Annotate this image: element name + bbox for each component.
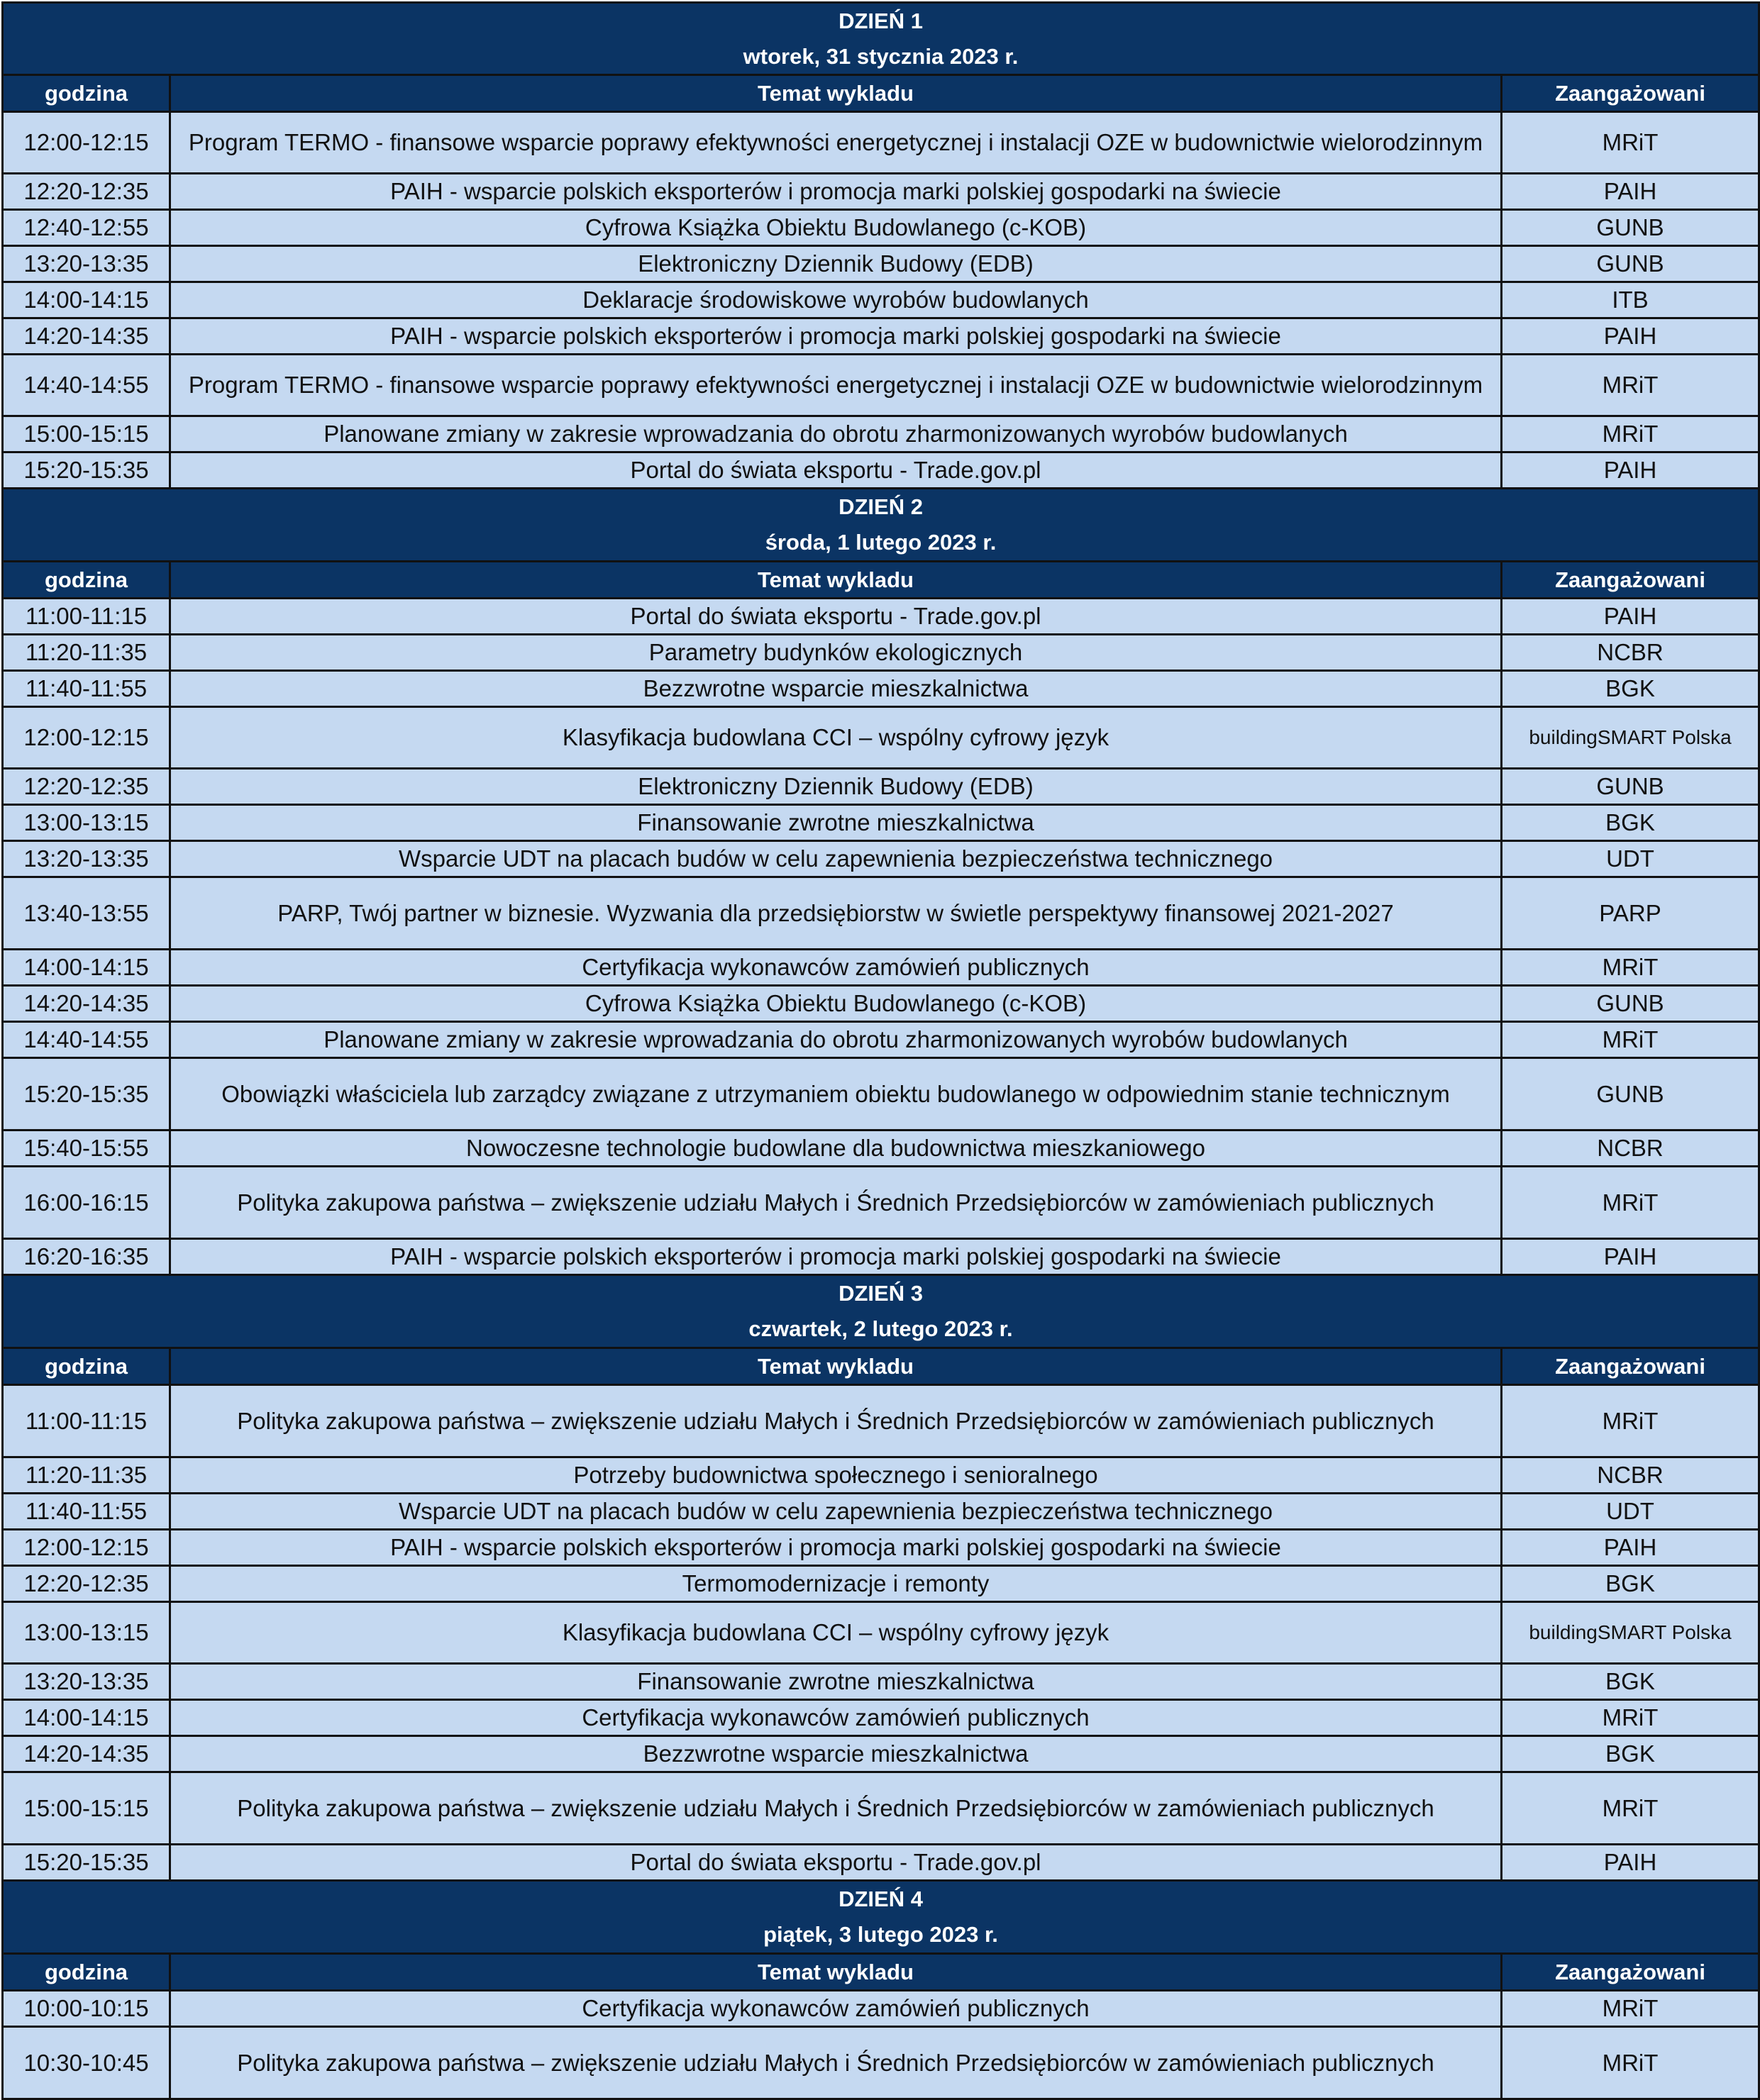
org-cell: BGK (1502, 1736, 1759, 1772)
topic-cell: PAIH - wsparcie polskich eksporterów i promocja marki polskiej gospodarki na świecie (170, 1239, 1502, 1275)
column-header-org: Zaangażowani (1502, 75, 1759, 112)
day-title-row (3, 489, 1759, 526)
topic-cell: Klasyfikacja budowlana CCI – wspólny cyfrowy język (170, 707, 1502, 769)
time-cell: 16:00-16:15 (3, 1167, 170, 1239)
org-cell: MRiT (1502, 355, 1759, 416)
time-cell: 15:00-15:15 (3, 416, 170, 452)
time-cell: 11:40-11:55 (3, 671, 170, 707)
column-header-org: Zaangażowani (1502, 1348, 1759, 1385)
time-cell: 11:00-11:15 (3, 1385, 170, 1457)
topic-cell: Nowoczesne technologie budowlane dla budownictwa mieszkaniowego (170, 1130, 1502, 1167)
topic-cell: Portal do świata eksportu - Trade.gov.pl (170, 599, 1502, 635)
topic-cell: Elektroniczny Dziennik Budowy (EDB) (170, 246, 1502, 282)
org-cell: PAIH (1502, 599, 1759, 635)
topic-cell: Program TERMO - finansowe wsparcie poprawy efektywności energetycznej i instalacji OZE w budownictwie wielorodzinnym (170, 112, 1502, 174)
topic-cell: Bezzwrotne wsparcie mieszkalnictwa (170, 671, 1502, 707)
table-row (3, 1058, 1759, 1130)
day-date: środa, 1 lutego 2023 r. (3, 526, 1759, 562)
org-cell: UDT (1502, 841, 1759, 877)
topic-cell: Certyfikacja wykonawców zamówień publicznych (170, 1700, 1502, 1736)
table-row (3, 950, 1759, 986)
time-cell: 11:20-11:35 (3, 1457, 170, 1494)
time-cell: 14:40-14:55 (3, 355, 170, 416)
table-row (3, 877, 1759, 950)
table-row (3, 1566, 1759, 1602)
column-header-row (3, 75, 1759, 112)
table-row (3, 1602, 1759, 1664)
table-row (3, 841, 1759, 877)
org-cell: PAIH (1502, 318, 1759, 355)
org-cell: GUNB (1502, 246, 1759, 282)
table-row (3, 1845, 1759, 1881)
time-cell: 14:00-14:15 (3, 282, 170, 318)
time-cell: 10:30-10:45 (3, 2027, 170, 2099)
org-cell: GUNB (1502, 1058, 1759, 1130)
org-cell: BGK (1502, 1664, 1759, 1700)
org-cell: PAIH (1502, 1239, 1759, 1275)
topic-cell: Elektroniczny Dziennik Budowy (EDB) (170, 769, 1502, 805)
day-date: czwartek, 2 lutego 2023 r. (3, 1312, 1759, 1348)
table-row (3, 1130, 1759, 1167)
time-cell: 12:20-12:35 (3, 174, 170, 210)
table-row (3, 1385, 1759, 1457)
table-row (3, 174, 1759, 210)
time-cell: 15:20-15:35 (3, 1058, 170, 1130)
day-title-row (3, 1881, 1759, 1918)
time-cell: 12:20-12:35 (3, 769, 170, 805)
org-cell: GUNB (1502, 210, 1759, 246)
org-cell: MRiT (1502, 416, 1759, 452)
table-row (3, 1457, 1759, 1494)
time-cell: 13:20-13:35 (3, 246, 170, 282)
day-title-row (3, 1275, 1759, 1312)
topic-cell: Polityka zakupowa państwa – zwiększenie udziału Małych i Średnich Przedsiębiorców w zamówieniach publicznych (170, 1167, 1502, 1239)
table-row (3, 805, 1759, 841)
table-row (3, 1664, 1759, 1700)
day-title-row (3, 3, 1759, 40)
org-cell: MRiT (1502, 1167, 1759, 1239)
column-header-row (3, 1954, 1759, 1991)
day-title: DZIEŃ 4 (3, 1881, 1759, 1918)
topic-cell: Polityka zakupowa państwa – zwiększenie udziału Małych i Średnich Przedsiębiorców w zamówieniach publicznych (170, 1772, 1502, 1845)
org-cell: PAIH (1502, 1530, 1759, 1566)
time-cell: 11:00-11:15 (3, 599, 170, 635)
time-cell: 14:20-14:35 (3, 1736, 170, 1772)
day-date-row (3, 1918, 1759, 1954)
time-cell: 16:20-16:35 (3, 1239, 170, 1275)
org-cell: NCBR (1502, 635, 1759, 671)
time-cell: 12:00-12:15 (3, 1530, 170, 1566)
column-header-row (3, 1348, 1759, 1385)
time-cell: 14:20-14:35 (3, 986, 170, 1022)
org-cell: buildingSMART Polska (1502, 1602, 1759, 1664)
time-cell: 12:40-12:55 (3, 210, 170, 246)
table-row (3, 769, 1759, 805)
table-row (3, 1700, 1759, 1736)
org-cell: NCBR (1502, 1130, 1759, 1167)
table-row (3, 2027, 1759, 2099)
column-header-time: godzina (3, 1348, 170, 1385)
time-cell: 13:00-13:15 (3, 1602, 170, 1664)
table-row (3, 112, 1759, 174)
table-row (3, 355, 1759, 416)
table-row (3, 210, 1759, 246)
table-row (3, 1494, 1759, 1530)
topic-cell: Termomodernizacje i remonty (170, 1566, 1502, 1602)
time-cell: 14:40-14:55 (3, 1022, 170, 1058)
org-cell: PAIH (1502, 1845, 1759, 1881)
table-row (3, 1772, 1759, 1845)
day-date: piątek, 3 lutego 2023 r. (3, 1918, 1759, 1954)
table-row (3, 1167, 1759, 1239)
column-header-time: godzina (3, 1954, 170, 1991)
day-title: DZIEŃ 1 (3, 3, 1759, 40)
table-row (3, 416, 1759, 452)
table-row (3, 246, 1759, 282)
topic-cell: Wsparcie UDT na placach budów w celu zapewnienia bezpieczeństwa technicznego (170, 1494, 1502, 1530)
column-header-topic: Temat wykladu (170, 75, 1502, 112)
day-title: DZIEŃ 2 (3, 489, 1759, 526)
topic-cell: Klasyfikacja budowlana CCI – wspólny cyfrowy język (170, 1602, 1502, 1664)
org-cell: MRiT (1502, 2027, 1759, 2099)
topic-cell: Planowane zmiany w zakresie wprowadzania do obrotu zharmonizowanych wyrobów budowlanych (170, 416, 1502, 452)
time-cell: 13:20-13:35 (3, 1664, 170, 1700)
org-cell: buildingSMART Polska (1502, 707, 1759, 769)
org-cell: BGK (1502, 671, 1759, 707)
table-row (3, 1991, 1759, 2027)
time-cell: 13:40-13:55 (3, 877, 170, 950)
table-row (3, 707, 1759, 769)
column-header-topic: Temat wykladu (170, 562, 1502, 599)
topic-cell: Program TERMO - finansowe wsparcie poprawy efektywności energetycznej i instalacji OZE w budownictwie wielorodzinnym (170, 355, 1502, 416)
table-row (3, 1239, 1759, 1275)
time-cell: 15:40-15:55 (3, 1130, 170, 1167)
topic-cell: Cyfrowa Książka Obiektu Budowlanego (c-KOB) (170, 210, 1502, 246)
time-cell: 14:20-14:35 (3, 318, 170, 355)
topic-cell: Portal do świata eksportu - Trade.gov.pl (170, 452, 1502, 489)
table-row (3, 1736, 1759, 1772)
topic-cell: PAIH - wsparcie polskich eksporterów i promocja marki polskiej gospodarki na świecie (170, 1530, 1502, 1566)
table-row (3, 599, 1759, 635)
topic-cell: Bezzwrotne wsparcie mieszkalnictwa (170, 1736, 1502, 1772)
table-row (3, 671, 1759, 707)
org-cell: PARP (1502, 877, 1759, 950)
org-cell: MRiT (1502, 1022, 1759, 1058)
org-cell: MRiT (1502, 1772, 1759, 1845)
column-header-org: Zaangażowani (1502, 562, 1759, 599)
table-row (3, 318, 1759, 355)
time-cell: 15:20-15:35 (3, 452, 170, 489)
time-cell: 15:20-15:35 (3, 1845, 170, 1881)
org-cell: GUNB (1502, 769, 1759, 805)
topic-cell: Finansowanie zwrotne mieszkalnictwa (170, 1664, 1502, 1700)
org-cell: GUNB (1502, 986, 1759, 1022)
topic-cell: PAIH - wsparcie polskich eksporterów i promocja marki polskiej gospodarki na świecie (170, 174, 1502, 210)
org-cell: UDT (1502, 1494, 1759, 1530)
schedule-table (1, 1, 1760, 2100)
table-row (3, 635, 1759, 671)
topic-cell: Finansowanie zwrotne mieszkalnictwa (170, 805, 1502, 841)
org-cell: BGK (1502, 1566, 1759, 1602)
table-row (3, 452, 1759, 489)
topic-cell: Cyfrowa Książka Obiektu Budowlanego (c-KOB) (170, 986, 1502, 1022)
column-header-org: Zaangażowani (1502, 1954, 1759, 1991)
topic-cell: Portal do świata eksportu - Trade.gov.pl (170, 1845, 1502, 1881)
topic-cell: Potrzeby budownictwa społecznego i senioralnego (170, 1457, 1502, 1494)
topic-cell: Planowane zmiany w zakresie wprowadzania do obrotu zharmonizowanych wyrobów budowlanych (170, 1022, 1502, 1058)
org-cell: MRiT (1502, 112, 1759, 174)
table-row (3, 1530, 1759, 1566)
time-cell: 15:00-15:15 (3, 1772, 170, 1845)
time-cell: 14:00-14:15 (3, 1700, 170, 1736)
topic-cell: Wsparcie UDT na placach budów w celu zapewnienia bezpieczeństwa technicznego (170, 841, 1502, 877)
day-date-row (3, 1312, 1759, 1348)
time-cell: 11:40-11:55 (3, 1494, 170, 1530)
table-row (3, 1022, 1759, 1058)
topic-cell: Certyfikacja wykonawców zamówień publicznych (170, 950, 1502, 986)
day-date: wtorek, 31 stycznia 2023 r. (3, 40, 1759, 75)
org-cell: NCBR (1502, 1457, 1759, 1494)
time-cell: 11:20-11:35 (3, 635, 170, 671)
table-row (3, 986, 1759, 1022)
org-cell: MRiT (1502, 1385, 1759, 1457)
topic-cell: Obowiązki właściciela lub zarządcy związane z utrzymaniem obiektu budowlanego w odpowiednim stanie technicznym (170, 1058, 1502, 1130)
org-cell: MRiT (1502, 1700, 1759, 1736)
table-row (3, 282, 1759, 318)
time-cell: 12:20-12:35 (3, 1566, 170, 1602)
topic-cell: Certyfikacja wykonawców zamówień publicznych (170, 1991, 1502, 2027)
org-cell: PAIH (1502, 174, 1759, 210)
topic-cell: Polityka zakupowa państwa – zwiększenie udziału Małych i Średnich Przedsiębiorców w zamówieniach publicznych (170, 2027, 1502, 2099)
column-header-time: godzina (3, 562, 170, 599)
time-cell: 10:00-10:15 (3, 1991, 170, 2027)
topic-cell: Deklaracje środowiskowe wyrobów budowlanych (170, 282, 1502, 318)
org-cell: MRiT (1502, 1991, 1759, 2027)
day-date-row (3, 526, 1759, 562)
topic-cell: PARP, Twój partner w biznesie. Wyzwania dla przedsiębiorstw w świetle perspektywy finansowej 2021-2027 (170, 877, 1502, 950)
day-date-row (3, 40, 1759, 75)
column-header-topic: Temat wykladu (170, 1954, 1502, 1991)
org-cell: MRiT (1502, 950, 1759, 986)
time-cell: 13:00-13:15 (3, 805, 170, 841)
time-cell: 14:00-14:15 (3, 950, 170, 986)
time-cell: 12:00-12:15 (3, 112, 170, 174)
column-header-row (3, 562, 1759, 599)
time-cell: 12:00-12:15 (3, 707, 170, 769)
time-cell: 13:20-13:35 (3, 841, 170, 877)
topic-cell: Polityka zakupowa państwa – zwiększenie udziału Małych i Średnich Przedsiębiorców w zamówieniach publicznych (170, 1385, 1502, 1457)
org-cell: ITB (1502, 282, 1759, 318)
day-title: DZIEŃ 3 (3, 1275, 1759, 1312)
topic-cell: PAIH - wsparcie polskich eksporterów i promocja marki polskiej gospodarki na świecie (170, 318, 1502, 355)
column-header-time: godzina (3, 75, 170, 112)
org-cell: BGK (1502, 805, 1759, 841)
column-header-topic: Temat wykladu (170, 1348, 1502, 1385)
topic-cell: Parametry budynków ekologicznych (170, 635, 1502, 671)
org-cell: PAIH (1502, 452, 1759, 489)
